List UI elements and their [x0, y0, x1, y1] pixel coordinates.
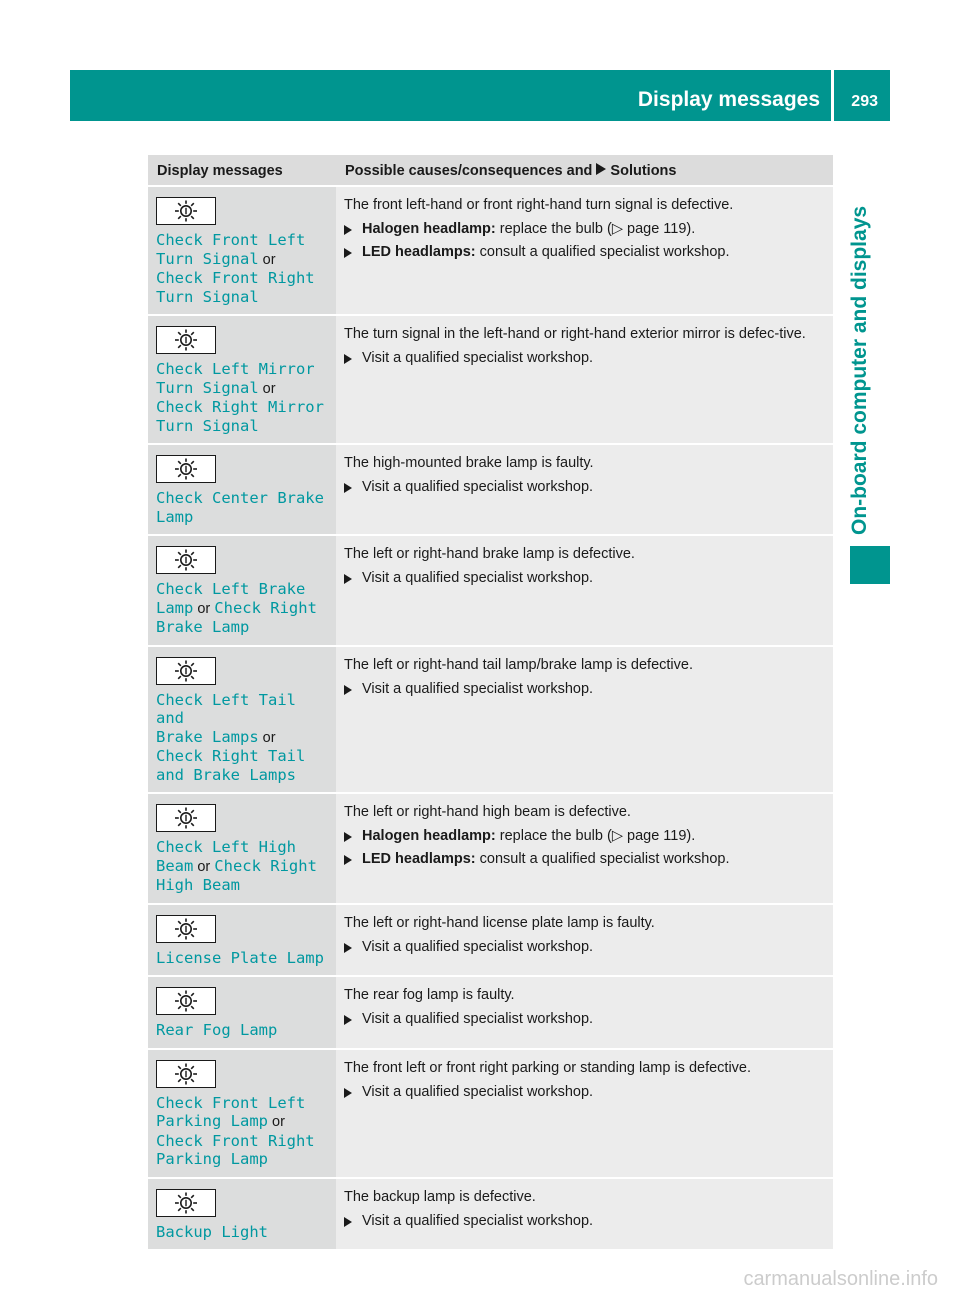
arrow-right-icon	[344, 225, 352, 235]
arrow-right-icon	[344, 943, 352, 953]
side-tab-marker	[850, 546, 890, 584]
step-text: consult a qualified specialist workshop.	[475, 244, 730, 260]
solution-cell	[336, 535, 833, 646]
solution-cell	[336, 444, 833, 535]
header-divider	[831, 70, 834, 121]
or-connector: or	[258, 380, 276, 397]
display-message-text	[156, 838, 328, 895]
solution-step	[344, 220, 827, 239]
arrow-right-icon	[344, 832, 352, 842]
message-code: Check Right Brake Lamp	[156, 598, 317, 636]
step-text: consult a qualified specialist workshop.	[475, 851, 730, 867]
message-code: Check Front Right Parking Lamp	[156, 1131, 315, 1168]
solution-cell	[336, 315, 833, 444]
table-row	[148, 1049, 833, 1178]
solution-step	[344, 827, 827, 846]
table-row	[148, 444, 833, 535]
message-code: Check Right Mirror Turn Signal	[156, 398, 324, 435]
or-connector: or	[258, 251, 276, 268]
or-connector: or	[193, 858, 215, 875]
solution-step	[344, 349, 827, 368]
message-code: Check Left Tail and Brake Lamps	[156, 690, 296, 746]
message-cell	[148, 315, 336, 444]
message-cell	[148, 904, 336, 977]
bulb-warning-icon	[156, 197, 216, 225]
message-cell	[148, 976, 336, 1049]
cause-description: The front left or front right parking or standing lamp is defective.	[344, 1059, 752, 1076]
arrow-right-icon	[344, 248, 352, 258]
step-label: LED headlamps:	[362, 851, 476, 867]
arrow-right-icon	[344, 685, 352, 695]
cause-description: The left or right-hand brake lamp is defective.	[344, 546, 635, 562]
solution-cell	[336, 186, 833, 315]
col-header-messages: Display messages	[148, 155, 336, 186]
or-connector: or	[258, 729, 276, 746]
message-cell	[148, 793, 336, 904]
cause-description: The high-mounted brake lamp is faulty.	[344, 455, 594, 471]
step-label: Halogen headlamp:	[362, 828, 496, 844]
bulb-warning-icon	[156, 455, 216, 483]
cause-description: The left or right-hand high beam is defective.	[344, 804, 631, 820]
table-row	[148, 976, 833, 1049]
message-code: Check Center Brake Lamp	[156, 489, 324, 526]
col-header-post: Solutions	[610, 163, 677, 179]
bulb-warning-icon	[156, 987, 216, 1015]
solution-step	[344, 478, 827, 497]
solution-cell	[336, 976, 833, 1049]
message-code: Check Left Mirror Turn Signal	[156, 360, 315, 397]
message-cell	[148, 1049, 336, 1178]
message-cell	[148, 186, 336, 315]
solution-step	[344, 1212, 827, 1231]
step-text: replace the bulb (▷ page 119).	[495, 828, 696, 844]
solution-cell	[336, 1049, 833, 1178]
step-text: Visit a qualified specialist workshop.	[362, 350, 594, 366]
step-label: LED headlamps:	[362, 244, 476, 260]
table-row	[148, 1178, 833, 1250]
section-title: Display messages	[637, 88, 820, 111]
message-cell	[148, 646, 336, 794]
bulb-warning-icon	[156, 915, 216, 943]
solution-step	[344, 1083, 827, 1102]
bulb-warning-icon	[156, 804, 216, 832]
table-body	[148, 186, 833, 1249]
watermark: carmanualsonline.info	[743, 1268, 938, 1290]
col-header-solutions	[336, 155, 833, 186]
message-code: Check Front Left Turn Signal	[156, 231, 306, 268]
arrow-right-icon	[596, 163, 606, 175]
solution-step	[344, 1010, 827, 1029]
display-message-text	[156, 1223, 328, 1242]
solution-cell	[336, 646, 833, 794]
cause-description: The turn signal in the left-hand or right-hand exterior mirror is defec-tive.	[344, 326, 806, 342]
display-message-text	[156, 949, 328, 968]
message-code: Check Left High Beam	[156, 838, 296, 875]
cause-description: The left or right-hand tail lamp/brake lamp is defective.	[344, 656, 693, 673]
message-code: Check Left Brake Lamp	[156, 580, 306, 617]
step-text: Visit a qualified specialist workshop.	[362, 1083, 594, 1100]
message-cell	[148, 444, 336, 535]
bulb-warning-icon	[156, 1060, 216, 1088]
table-row	[148, 793, 833, 904]
step-text: Visit a qualified specialist workshop.	[362, 938, 594, 955]
col-header-pre: Possible causes/consequences and	[345, 163, 593, 179]
arrow-right-icon	[344, 1015, 352, 1025]
step-label: Halogen headlamp:	[362, 221, 496, 237]
step-text: Visit a qualified specialist workshop.	[362, 680, 594, 697]
message-cell	[148, 535, 336, 646]
solution-step	[344, 938, 827, 957]
arrow-right-icon	[344, 855, 352, 865]
step-text: Visit a qualified specialist workshop.	[362, 479, 594, 495]
arrow-right-icon	[344, 1217, 352, 1227]
table-row	[148, 535, 833, 646]
bulb-warning-icon	[156, 657, 216, 685]
message-code: Check Right High Beam	[156, 856, 317, 894]
table-row	[148, 904, 833, 977]
message-code: Check Right Tail and Brake Lamps	[156, 747, 306, 784]
arrow-right-icon	[344, 483, 352, 493]
message-cell	[148, 1178, 336, 1250]
bulb-warning-icon	[156, 546, 216, 574]
message-code: Check Front Left Parking Lamp	[156, 1093, 306, 1130]
or-connector: or	[267, 1114, 285, 1130]
arrow-right-icon	[344, 354, 352, 364]
side-tab-title: On-board computer and displays	[848, 205, 871, 535]
step-text: Visit a qualified specialist workshop.	[362, 1011, 594, 1027]
solution-step	[344, 243, 827, 262]
solution-cell	[336, 904, 833, 977]
cause-description: The backup lamp is defective.	[344, 1188, 536, 1205]
step-text: Visit a qualified specialist workshop.	[362, 1212, 594, 1229]
table-header-row	[148, 155, 833, 186]
solution-cell	[336, 1178, 833, 1250]
step-text: replace the bulb (▷ page 119).	[495, 221, 696, 237]
display-message-text	[156, 489, 328, 526]
arrow-right-icon	[344, 1088, 352, 1098]
step-text: Visit a qualified specialist workshop.	[362, 570, 594, 586]
header-bar	[70, 70, 890, 121]
solution-step	[344, 680, 827, 699]
bulb-warning-icon	[156, 1189, 216, 1217]
message-code: Backup Light	[156, 1222, 268, 1241]
display-message-text	[156, 691, 328, 785]
message-code: Check Front Right Turn Signal	[156, 269, 315, 306]
message-code: License Plate Lamp	[156, 948, 324, 967]
display-message-text	[156, 1021, 328, 1040]
display-message-text	[156, 1094, 328, 1169]
arrow-right-icon	[344, 574, 352, 584]
table-row	[148, 646, 833, 794]
table-row	[148, 315, 833, 444]
display-message-text	[156, 580, 328, 637]
bulb-warning-icon	[156, 326, 216, 354]
cause-description: The rear fog lamp is faulty.	[344, 987, 515, 1003]
cause-description: The left or right-hand license plate lamp is faulty.	[344, 914, 655, 931]
display-message-text	[156, 360, 328, 435]
solution-cell	[336, 793, 833, 904]
or-connector: or	[193, 600, 215, 617]
table-row	[148, 186, 833, 315]
solution-step	[344, 569, 827, 588]
cause-description: The front left-hand or front right-hand turn signal is defective.	[344, 197, 734, 213]
display-message-text	[156, 231, 328, 306]
display-messages-table	[148, 155, 833, 1249]
solution-step	[344, 850, 827, 869]
page-number: 293	[851, 93, 878, 110]
message-code: Rear Fog Lamp	[156, 1021, 278, 1039]
